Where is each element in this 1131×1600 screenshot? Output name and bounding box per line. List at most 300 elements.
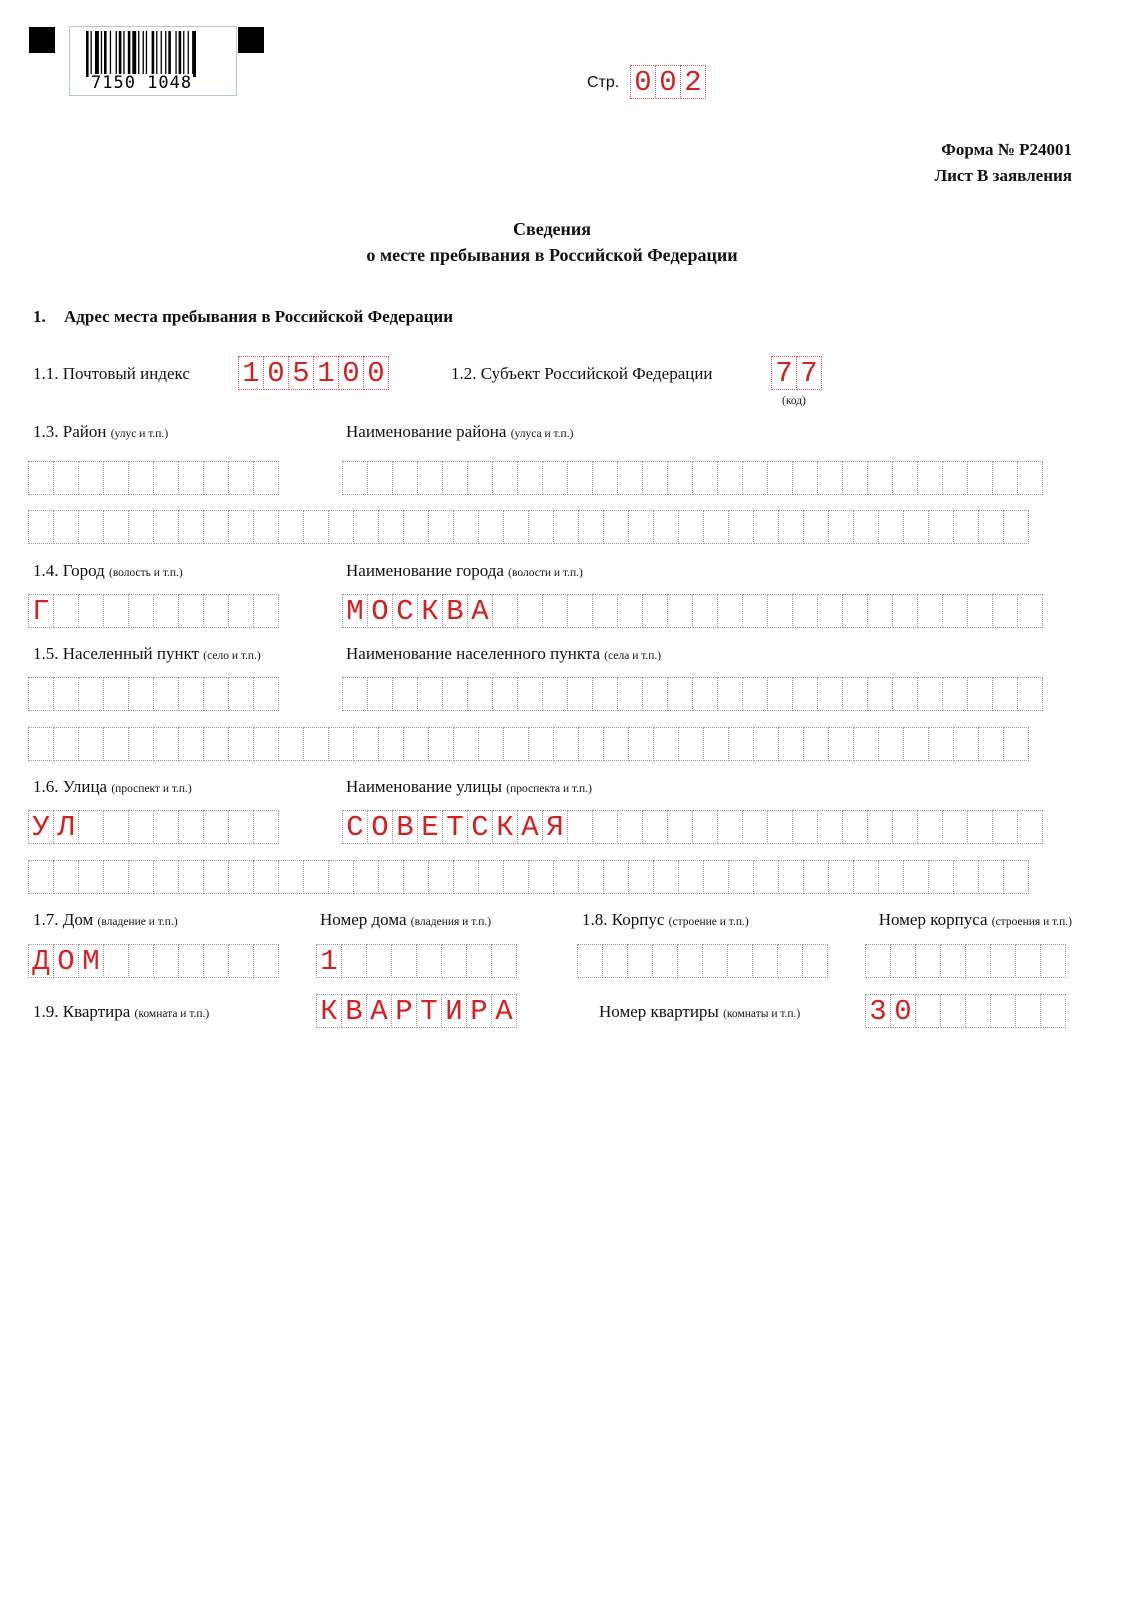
street-name-cell[interactable] bbox=[892, 810, 918, 844]
district-name-cell[interactable] bbox=[578, 510, 604, 544]
city-type-cells[interactable] bbox=[28, 594, 278, 628]
district-name-cell[interactable] bbox=[767, 461, 793, 495]
district-name-cell[interactable] bbox=[803, 510, 829, 544]
locality-name-cell[interactable] bbox=[767, 677, 793, 711]
street-name-cell[interactable] bbox=[603, 860, 629, 894]
city-name-cell[interactable]: С bbox=[392, 594, 418, 628]
locality-name-cell[interactable] bbox=[153, 727, 179, 761]
district-name-cell[interactable] bbox=[467, 461, 493, 495]
locality-name-cell[interactable] bbox=[903, 727, 929, 761]
district-name-cell[interactable] bbox=[53, 510, 79, 544]
house-type-cell[interactable] bbox=[253, 944, 279, 978]
locality-name-cells[interactable] bbox=[342, 677, 1042, 711]
locality-name-cell[interactable] bbox=[128, 727, 154, 761]
street-name-cell[interactable] bbox=[278, 860, 304, 894]
locality-name-cell[interactable] bbox=[703, 727, 729, 761]
apartment-number-cell[interactable] bbox=[965, 994, 991, 1028]
locality-name-cell[interactable] bbox=[278, 727, 304, 761]
locality-name-cell[interactable] bbox=[778, 727, 804, 761]
street-name-cell[interactable] bbox=[128, 860, 154, 894]
city-type-cell[interactable]: Г bbox=[28, 594, 54, 628]
locality-name-cell[interactable] bbox=[567, 677, 593, 711]
city-name-cell[interactable] bbox=[842, 594, 868, 628]
street-name-cell[interactable] bbox=[592, 810, 618, 844]
district-name-cell[interactable] bbox=[428, 510, 454, 544]
postal-index-cell[interactable]: 0 bbox=[338, 356, 364, 390]
district-type-cell[interactable] bbox=[178, 461, 204, 495]
district-type-cell[interactable] bbox=[228, 461, 254, 495]
house-type-cell[interactable] bbox=[153, 944, 179, 978]
street-name-cell[interactable] bbox=[653, 860, 679, 894]
city-name-cell[interactable]: А bbox=[467, 594, 493, 628]
district-type-cell[interactable] bbox=[128, 461, 154, 495]
district-name-cell[interactable] bbox=[728, 510, 754, 544]
locality-name-cell[interactable] bbox=[917, 677, 943, 711]
locality-name-cell[interactable] bbox=[253, 727, 279, 761]
street-name-cell[interactable] bbox=[692, 810, 718, 844]
building-number-cell[interactable] bbox=[1040, 944, 1066, 978]
district-name-cell[interactable] bbox=[992, 461, 1018, 495]
street-name-cell[interactable] bbox=[403, 860, 429, 894]
postal-index-cell[interactable]: 0 bbox=[363, 356, 389, 390]
locality-name-cell[interactable] bbox=[717, 677, 743, 711]
building-number-cell[interactable] bbox=[940, 944, 966, 978]
street-name-cell[interactable] bbox=[303, 860, 329, 894]
street-name-cell[interactable] bbox=[967, 810, 993, 844]
locality-name-cell[interactable] bbox=[53, 727, 79, 761]
postal-index-cells[interactable] bbox=[238, 356, 388, 390]
district-name-cell[interactable] bbox=[703, 510, 729, 544]
city-name-cell[interactable] bbox=[1017, 594, 1043, 628]
street-name-cell[interactable] bbox=[203, 860, 229, 894]
locality-name-cell[interactable] bbox=[953, 727, 979, 761]
street-name-cell[interactable] bbox=[578, 860, 604, 894]
street-name-cell[interactable] bbox=[942, 810, 968, 844]
street-name-cell[interactable] bbox=[842, 810, 868, 844]
building-number-cell[interactable] bbox=[865, 944, 891, 978]
district-name-cell[interactable] bbox=[228, 510, 254, 544]
city-type-cell[interactable] bbox=[228, 594, 254, 628]
district-name-cell[interactable] bbox=[742, 461, 768, 495]
locality-type-cell[interactable] bbox=[178, 677, 204, 711]
street-name-cell[interactable] bbox=[328, 860, 354, 894]
house-type-cell[interactable]: Д bbox=[28, 944, 54, 978]
city-name-cell[interactable] bbox=[517, 594, 543, 628]
building-type-cell[interactable] bbox=[602, 944, 628, 978]
locality-name-cell[interactable] bbox=[467, 677, 493, 711]
street-type-cell[interactable] bbox=[178, 810, 204, 844]
street-name-cell[interactable] bbox=[903, 860, 929, 894]
locality-name-cell[interactable] bbox=[653, 727, 679, 761]
district-type-cell[interactable] bbox=[78, 461, 104, 495]
street-name-cell[interactable] bbox=[78, 860, 104, 894]
locality-name-cell[interactable] bbox=[528, 727, 554, 761]
house-number-cell[interactable] bbox=[341, 944, 367, 978]
district-name-cell[interactable] bbox=[478, 510, 504, 544]
street-name-cell[interactable] bbox=[178, 860, 204, 894]
locality-name-cell[interactable] bbox=[692, 677, 718, 711]
district-name-cell[interactable] bbox=[778, 510, 804, 544]
house-number-cell[interactable] bbox=[366, 944, 392, 978]
street-name-cell[interactable] bbox=[28, 860, 54, 894]
district-name-cell[interactable] bbox=[967, 461, 993, 495]
district-type-cell[interactable] bbox=[153, 461, 179, 495]
building-type-cell[interactable] bbox=[627, 944, 653, 978]
locality-name-cell[interactable] bbox=[978, 727, 1004, 761]
house-number-cell[interactable] bbox=[416, 944, 442, 978]
apartment-type-cell[interactable]: Р bbox=[466, 994, 492, 1028]
building-type-cell[interactable] bbox=[802, 944, 828, 978]
street-name-cell[interactable] bbox=[928, 860, 954, 894]
house-number-cell[interactable] bbox=[441, 944, 467, 978]
street-name-cell[interactable]: О bbox=[367, 810, 393, 844]
locality-type-cell[interactable] bbox=[53, 677, 79, 711]
building-type-cell[interactable] bbox=[577, 944, 603, 978]
street-type-cell[interactable]: У bbox=[28, 810, 54, 844]
house-type-cell[interactable] bbox=[228, 944, 254, 978]
city-name-cell[interactable] bbox=[692, 594, 718, 628]
street-type-cell[interactable] bbox=[78, 810, 104, 844]
district-name-cell[interactable] bbox=[328, 510, 354, 544]
locality-name-cell[interactable] bbox=[742, 677, 768, 711]
locality-name-cell[interactable] bbox=[303, 727, 329, 761]
locality-name-cells-row2[interactable] bbox=[28, 727, 1028, 761]
district-name-cell[interactable] bbox=[567, 461, 593, 495]
building-number-cell[interactable] bbox=[1015, 944, 1041, 978]
district-name-cell[interactable] bbox=[753, 510, 779, 544]
street-type-cells[interactable] bbox=[28, 810, 278, 844]
district-name-cell[interactable] bbox=[717, 461, 743, 495]
apartment-type-cell[interactable]: Т bbox=[416, 994, 442, 1028]
district-name-cell[interactable] bbox=[442, 461, 468, 495]
locality-name-cell[interactable] bbox=[228, 727, 254, 761]
district-name-cell[interactable] bbox=[128, 510, 154, 544]
locality-name-cell[interactable] bbox=[928, 727, 954, 761]
locality-name-cell[interactable] bbox=[678, 727, 704, 761]
locality-name-cell[interactable] bbox=[392, 677, 418, 711]
locality-name-cell[interactable] bbox=[28, 727, 54, 761]
street-name-cell[interactable]: В bbox=[392, 810, 418, 844]
street-name-cell[interactable]: Я bbox=[542, 810, 568, 844]
apartment-type-cell[interactable]: Р bbox=[391, 994, 417, 1028]
city-name-cell[interactable] bbox=[567, 594, 593, 628]
locality-name-cell[interactable] bbox=[328, 727, 354, 761]
apartment-number-cell[interactable] bbox=[940, 994, 966, 1028]
building-number-cell[interactable] bbox=[990, 944, 1016, 978]
street-name-cell[interactable] bbox=[828, 860, 854, 894]
street-name-cell[interactable] bbox=[878, 860, 904, 894]
house-type-cell[interactable]: М bbox=[78, 944, 104, 978]
house-number-cell[interactable] bbox=[491, 944, 517, 978]
locality-type-cell[interactable] bbox=[28, 677, 54, 711]
locality-type-cell[interactable] bbox=[128, 677, 154, 711]
locality-name-cell[interactable] bbox=[417, 677, 443, 711]
locality-type-cells[interactable] bbox=[28, 677, 278, 711]
locality-name-cell[interactable] bbox=[578, 727, 604, 761]
district-name-cell[interactable] bbox=[103, 510, 129, 544]
district-name-cell[interactable] bbox=[603, 510, 629, 544]
district-name-cell[interactable] bbox=[417, 461, 443, 495]
district-name-cell[interactable] bbox=[542, 461, 568, 495]
city-name-cells[interactable] bbox=[342, 594, 1042, 628]
street-name-cell[interactable] bbox=[792, 810, 818, 844]
district-name-cells[interactable] bbox=[342, 461, 1042, 495]
locality-name-cell[interactable] bbox=[353, 727, 379, 761]
street-name-cell[interactable] bbox=[742, 810, 768, 844]
locality-name-cell[interactable] bbox=[453, 727, 479, 761]
house-type-cell[interactable] bbox=[103, 944, 129, 978]
district-name-cell[interactable] bbox=[792, 461, 818, 495]
house-type-cell[interactable] bbox=[128, 944, 154, 978]
locality-name-cell[interactable] bbox=[792, 677, 818, 711]
house-type-cells[interactable] bbox=[28, 944, 278, 978]
street-name-cell[interactable] bbox=[817, 810, 843, 844]
locality-name-cell[interactable] bbox=[517, 677, 543, 711]
district-name-cell[interactable] bbox=[953, 510, 979, 544]
street-name-cell[interactable]: Е bbox=[417, 810, 443, 844]
house-number-cell[interactable] bbox=[466, 944, 492, 978]
locality-name-cell[interactable] bbox=[728, 727, 754, 761]
street-name-cell[interactable]: К bbox=[492, 810, 518, 844]
street-name-cell[interactable] bbox=[642, 810, 668, 844]
district-name-cell[interactable] bbox=[903, 510, 929, 544]
locality-name-cell[interactable] bbox=[967, 677, 993, 711]
district-name-cell[interactable] bbox=[592, 461, 618, 495]
street-name-cell[interactable]: С bbox=[342, 810, 368, 844]
district-name-cell[interactable] bbox=[892, 461, 918, 495]
building-type-cell[interactable] bbox=[777, 944, 803, 978]
subject-code-cell[interactable]: 7 bbox=[796, 356, 822, 390]
postal-index-cell[interactable]: 1 bbox=[313, 356, 339, 390]
locality-name-cell[interactable] bbox=[542, 677, 568, 711]
street-type-cell[interactable] bbox=[253, 810, 279, 844]
locality-name-cell[interactable] bbox=[817, 677, 843, 711]
district-name-cell[interactable] bbox=[153, 510, 179, 544]
district-name-cell[interactable] bbox=[917, 461, 943, 495]
locality-name-cell[interactable] bbox=[828, 727, 854, 761]
locality-name-cell[interactable] bbox=[203, 727, 229, 761]
district-name-cell[interactable] bbox=[678, 510, 704, 544]
city-name-cell[interactable]: К bbox=[417, 594, 443, 628]
district-name-cell[interactable] bbox=[378, 510, 404, 544]
street-name-cell[interactable] bbox=[428, 860, 454, 894]
street-name-cell[interactable] bbox=[453, 860, 479, 894]
city-name-cell[interactable] bbox=[792, 594, 818, 628]
apartment-number-cell[interactable]: 3 bbox=[865, 994, 891, 1028]
city-type-cell[interactable] bbox=[78, 594, 104, 628]
building-number-cell[interactable] bbox=[965, 944, 991, 978]
locality-type-cell[interactable] bbox=[153, 677, 179, 711]
locality-type-cell[interactable] bbox=[253, 677, 279, 711]
city-type-cell[interactable] bbox=[203, 594, 229, 628]
district-name-cell[interactable] bbox=[653, 510, 679, 544]
locality-name-cell[interactable] bbox=[853, 727, 879, 761]
street-name-cell[interactable] bbox=[667, 810, 693, 844]
district-name-cell[interactable] bbox=[867, 461, 893, 495]
locality-name-cell[interactable] bbox=[178, 727, 204, 761]
city-name-cell[interactable]: О bbox=[367, 594, 393, 628]
city-name-cell[interactable] bbox=[492, 594, 518, 628]
locality-type-cell[interactable] bbox=[78, 677, 104, 711]
district-name-cell[interactable] bbox=[367, 461, 393, 495]
street-name-cell[interactable] bbox=[53, 860, 79, 894]
locality-name-cell[interactable] bbox=[1003, 727, 1029, 761]
locality-name-cell[interactable] bbox=[867, 677, 893, 711]
apartment-type-cell[interactable]: В bbox=[341, 994, 367, 1028]
apartment-type-cell[interactable]: К bbox=[316, 994, 342, 1028]
house-type-cell[interactable] bbox=[203, 944, 229, 978]
district-name-cell[interactable] bbox=[978, 510, 1004, 544]
district-type-cell[interactable] bbox=[28, 461, 54, 495]
street-name-cell[interactable]: Т bbox=[442, 810, 468, 844]
locality-name-cell[interactable] bbox=[1017, 677, 1043, 711]
postal-index-cell[interactable]: 5 bbox=[288, 356, 314, 390]
apartment-number-cell[interactable] bbox=[1015, 994, 1041, 1028]
district-type-cells[interactable] bbox=[28, 461, 278, 495]
district-type-cell[interactable] bbox=[53, 461, 79, 495]
street-type-cell[interactable] bbox=[103, 810, 129, 844]
street-name-cells[interactable] bbox=[342, 810, 1042, 844]
city-name-cell[interactable] bbox=[917, 594, 943, 628]
street-type-cell[interactable] bbox=[203, 810, 229, 844]
district-name-cell[interactable] bbox=[942, 461, 968, 495]
street-name-cell[interactable] bbox=[867, 810, 893, 844]
locality-name-cell[interactable] bbox=[628, 727, 654, 761]
apartment-type-cell[interactable]: А bbox=[366, 994, 392, 1028]
locality-name-cell[interactable] bbox=[942, 677, 968, 711]
street-name-cell[interactable] bbox=[678, 860, 704, 894]
district-name-cell[interactable] bbox=[392, 461, 418, 495]
apartment-number-cells[interactable] bbox=[865, 994, 1065, 1028]
street-name-cell[interactable] bbox=[528, 860, 554, 894]
city-name-cell[interactable] bbox=[542, 594, 568, 628]
district-name-cell[interactable] bbox=[642, 461, 668, 495]
street-name-cell[interactable] bbox=[1017, 810, 1043, 844]
city-name-cell[interactable] bbox=[642, 594, 668, 628]
district-name-cell[interactable] bbox=[403, 510, 429, 544]
city-name-cell[interactable] bbox=[942, 594, 968, 628]
district-name-cell[interactable] bbox=[667, 461, 693, 495]
district-name-cell[interactable] bbox=[928, 510, 954, 544]
street-name-cell[interactable] bbox=[767, 810, 793, 844]
street-type-cell[interactable] bbox=[128, 810, 154, 844]
building-type-cells[interactable] bbox=[577, 944, 827, 978]
district-name-cells-row2[interactable] bbox=[28, 510, 1028, 544]
district-name-cell[interactable] bbox=[517, 461, 543, 495]
city-type-cell[interactable] bbox=[128, 594, 154, 628]
district-name-cell[interactable] bbox=[553, 510, 579, 544]
district-name-cell[interactable] bbox=[303, 510, 329, 544]
district-name-cell[interactable] bbox=[528, 510, 554, 544]
street-name-cell[interactable] bbox=[617, 810, 643, 844]
apartment-number-cell[interactable] bbox=[915, 994, 941, 1028]
district-name-cell[interactable] bbox=[278, 510, 304, 544]
district-name-cell[interactable] bbox=[853, 510, 879, 544]
district-name-cell[interactable] bbox=[1003, 510, 1029, 544]
street-name-cell[interactable] bbox=[103, 860, 129, 894]
locality-name-cell[interactable] bbox=[378, 727, 404, 761]
city-name-cell[interactable] bbox=[717, 594, 743, 628]
locality-name-cell[interactable] bbox=[753, 727, 779, 761]
locality-type-cell[interactable] bbox=[228, 677, 254, 711]
street-name-cell[interactable] bbox=[478, 860, 504, 894]
district-name-cell[interactable] bbox=[628, 510, 654, 544]
district-name-cell[interactable] bbox=[828, 510, 854, 544]
locality-name-cell[interactable] bbox=[642, 677, 668, 711]
district-name-cell[interactable] bbox=[817, 461, 843, 495]
building-number-cells[interactable] bbox=[865, 944, 1065, 978]
district-name-cell[interactable] bbox=[178, 510, 204, 544]
locality-name-cell[interactable] bbox=[667, 677, 693, 711]
street-name-cell[interactable] bbox=[978, 860, 1004, 894]
house-type-cell[interactable] bbox=[178, 944, 204, 978]
street-name-cell[interactable] bbox=[628, 860, 654, 894]
city-name-cell[interactable] bbox=[667, 594, 693, 628]
city-type-cell[interactable] bbox=[103, 594, 129, 628]
building-type-cell[interactable] bbox=[752, 944, 778, 978]
locality-name-cell[interactable] bbox=[103, 727, 129, 761]
city-type-cell[interactable] bbox=[178, 594, 204, 628]
locality-type-cell[interactable] bbox=[103, 677, 129, 711]
locality-type-cell[interactable] bbox=[203, 677, 229, 711]
district-name-cell[interactable] bbox=[617, 461, 643, 495]
street-name-cell[interactable] bbox=[803, 860, 829, 894]
city-type-cell[interactable] bbox=[53, 594, 79, 628]
street-name-cell[interactable] bbox=[703, 860, 729, 894]
locality-name-cell[interactable] bbox=[842, 677, 868, 711]
district-name-cell[interactable] bbox=[492, 461, 518, 495]
street-type-cell[interactable] bbox=[153, 810, 179, 844]
locality-name-cell[interactable] bbox=[442, 677, 468, 711]
district-name-cell[interactable] bbox=[253, 510, 279, 544]
city-name-cell[interactable]: В bbox=[442, 594, 468, 628]
city-name-cell[interactable] bbox=[867, 594, 893, 628]
street-name-cell[interactable] bbox=[503, 860, 529, 894]
city-name-cell[interactable] bbox=[992, 594, 1018, 628]
street-type-cell[interactable] bbox=[228, 810, 254, 844]
locality-name-cell[interactable] bbox=[592, 677, 618, 711]
street-name-cell[interactable] bbox=[778, 860, 804, 894]
postal-index-cell[interactable]: 1 bbox=[238, 356, 264, 390]
locality-name-cell[interactable] bbox=[553, 727, 579, 761]
house-number-cells[interactable] bbox=[316, 944, 516, 978]
locality-name-cell[interactable] bbox=[892, 677, 918, 711]
district-name-cell[interactable] bbox=[78, 510, 104, 544]
locality-name-cell[interactable] bbox=[478, 727, 504, 761]
street-name-cell[interactable] bbox=[992, 810, 1018, 844]
street-name-cell[interactable]: С bbox=[467, 810, 493, 844]
street-name-cell[interactable] bbox=[753, 860, 779, 894]
building-type-cell[interactable] bbox=[702, 944, 728, 978]
locality-name-cell[interactable] bbox=[428, 727, 454, 761]
building-number-cell[interactable] bbox=[890, 944, 916, 978]
locality-name-cell[interactable] bbox=[803, 727, 829, 761]
street-name-cell[interactable] bbox=[253, 860, 279, 894]
house-type-cell[interactable]: О bbox=[53, 944, 79, 978]
city-type-cell[interactable] bbox=[153, 594, 179, 628]
building-type-cell[interactable] bbox=[727, 944, 753, 978]
district-name-cell[interactable] bbox=[353, 510, 379, 544]
postal-index-cell[interactable]: 0 bbox=[263, 356, 289, 390]
apartment-type-cell[interactable]: И bbox=[441, 994, 467, 1028]
district-name-cell[interactable] bbox=[203, 510, 229, 544]
street-name-cell[interactable] bbox=[353, 860, 379, 894]
city-name-cell[interactable] bbox=[967, 594, 993, 628]
building-number-cell[interactable] bbox=[915, 944, 941, 978]
city-name-cell[interactable] bbox=[892, 594, 918, 628]
street-name-cell[interactable] bbox=[228, 860, 254, 894]
street-name-cell[interactable]: А bbox=[517, 810, 543, 844]
